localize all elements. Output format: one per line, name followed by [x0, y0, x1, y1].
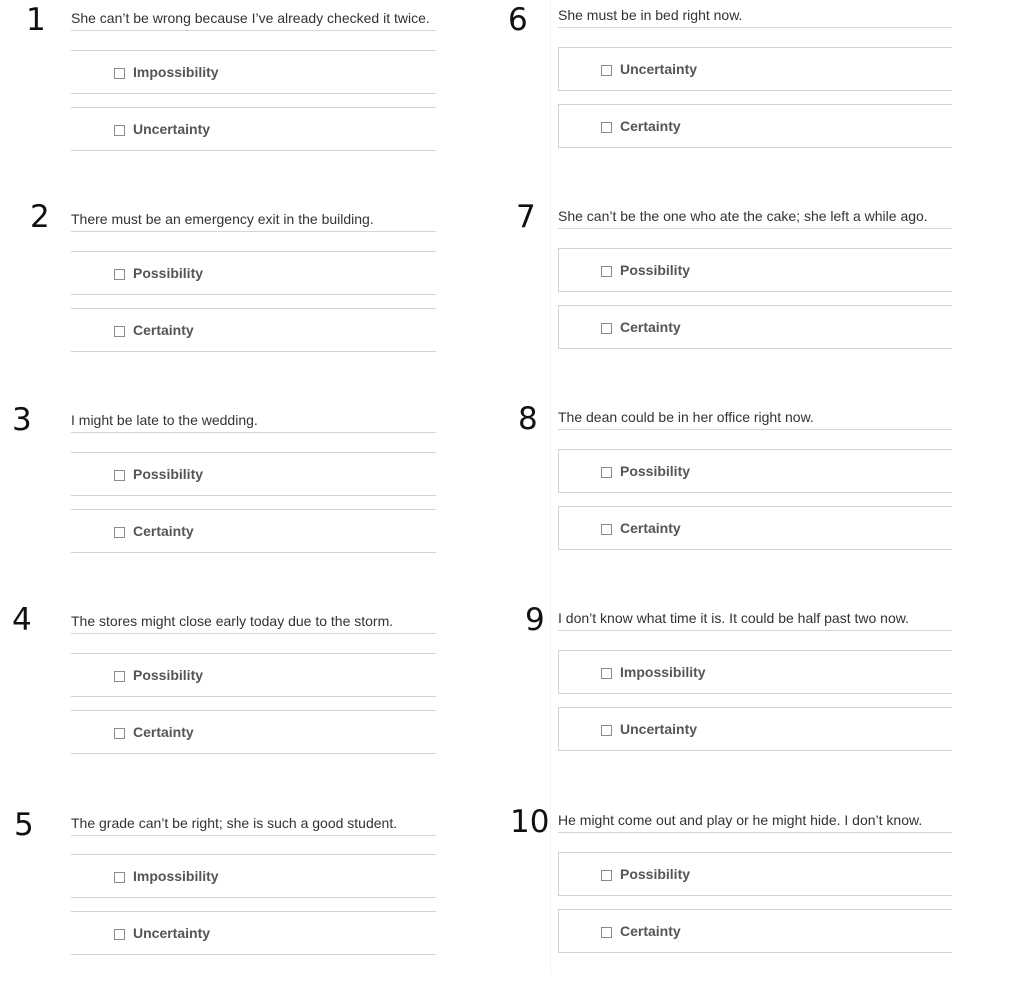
option-label: Impossibility	[133, 64, 219, 80]
answer-option[interactable]	[71, 107, 436, 151]
question-number: 4	[12, 602, 32, 638]
option-label: Impossibility	[620, 664, 706, 680]
answer-option[interactable]	[558, 248, 952, 292]
checkbox[interactable]	[114, 68, 125, 79]
checkbox[interactable]	[114, 326, 125, 337]
checkbox[interactable]	[114, 125, 125, 136]
question-number: 9	[525, 602, 545, 638]
question-text: He might come out and play or he might hide. I don’t know.	[558, 810, 952, 833]
checkbox[interactable]	[601, 323, 612, 334]
question-text: The stores might close early today due to the storm.	[71, 611, 436, 634]
question-number: 10	[510, 804, 550, 840]
answer-option[interactable]	[558, 449, 952, 493]
question-text: She can’t be the one who ate the cake; she left a while ago.	[558, 206, 952, 229]
question-number: 3	[12, 402, 32, 438]
question-number: 8	[518, 401, 538, 437]
checkbox[interactable]	[114, 929, 125, 940]
checkbox[interactable]	[114, 872, 125, 883]
answer-option[interactable]	[71, 308, 436, 352]
question-text: She can’t be wrong because I’ve already checked it twice.	[71, 8, 436, 31]
question-number: 2	[30, 199, 50, 235]
checkbox[interactable]	[601, 467, 612, 478]
option-label: Possibility	[133, 667, 204, 683]
checkbox[interactable]	[114, 728, 125, 739]
option-label: Uncertainty	[620, 721, 698, 737]
question-number: 7	[516, 199, 536, 235]
option-label: Certainty	[133, 724, 194, 740]
answer-option[interactable]	[71, 854, 436, 898]
checkbox[interactable]	[601, 725, 612, 736]
checkbox[interactable]	[601, 870, 612, 881]
answer-option[interactable]	[71, 50, 436, 94]
option-label: Certainty	[133, 322, 194, 338]
option-label: Possibility	[620, 262, 691, 278]
answer-option[interactable]	[558, 852, 952, 896]
option-label: Certainty	[620, 520, 681, 536]
answer-option[interactable]	[71, 452, 436, 496]
checkbox[interactable]	[114, 269, 125, 280]
option-label: Certainty	[620, 923, 681, 939]
checkbox[interactable]	[601, 668, 612, 679]
question-number: 1	[26, 2, 46, 38]
option-label: Uncertainty	[133, 925, 211, 941]
answer-option[interactable]	[558, 305, 952, 349]
answer-option[interactable]	[71, 653, 436, 697]
answer-option[interactable]	[558, 104, 952, 148]
checkbox[interactable]	[601, 524, 612, 535]
question-number: 6	[508, 2, 528, 38]
question-text: I don’t know what time it is. It could be half past two now.	[558, 608, 952, 631]
option-label: Certainty	[620, 319, 681, 335]
answer-option[interactable]	[71, 509, 436, 553]
checkbox[interactable]	[601, 927, 612, 938]
question-text: There must be an emergency exit in the building.	[71, 209, 436, 232]
answer-option[interactable]	[71, 710, 436, 754]
question-text: She must be in bed right now.	[558, 5, 952, 28]
option-label: Certainty	[620, 118, 681, 134]
checkbox[interactable]	[114, 470, 125, 481]
option-label: Possibility	[620, 463, 691, 479]
question-text: The dean could be in her office right now.	[558, 407, 952, 430]
option-label: Impossibility	[133, 868, 219, 884]
answer-option[interactable]	[558, 506, 952, 550]
option-label: Uncertainty	[620, 61, 698, 77]
option-label: Certainty	[133, 523, 194, 539]
answer-option[interactable]	[71, 911, 436, 955]
answer-option[interactable]	[558, 707, 952, 751]
option-label: Possibility	[133, 265, 204, 281]
answer-option[interactable]	[558, 909, 952, 953]
checkbox[interactable]	[601, 266, 612, 277]
answer-option[interactable]	[71, 251, 436, 295]
checkbox[interactable]	[601, 122, 612, 133]
column-divider	[550, 0, 551, 975]
question-number: 5	[14, 807, 34, 843]
checkbox[interactable]	[114, 671, 125, 682]
option-label: Possibility	[620, 866, 691, 882]
answer-option[interactable]	[558, 650, 952, 694]
answer-option[interactable]	[558, 47, 952, 91]
option-label: Uncertainty	[133, 121, 211, 137]
question-text: I might be late to the wedding.	[71, 410, 436, 433]
option-label: Possibility	[133, 466, 204, 482]
question-text: The grade can’t be right; she is such a good student.	[71, 813, 436, 836]
checkbox[interactable]	[601, 65, 612, 76]
checkbox[interactable]	[114, 527, 125, 538]
